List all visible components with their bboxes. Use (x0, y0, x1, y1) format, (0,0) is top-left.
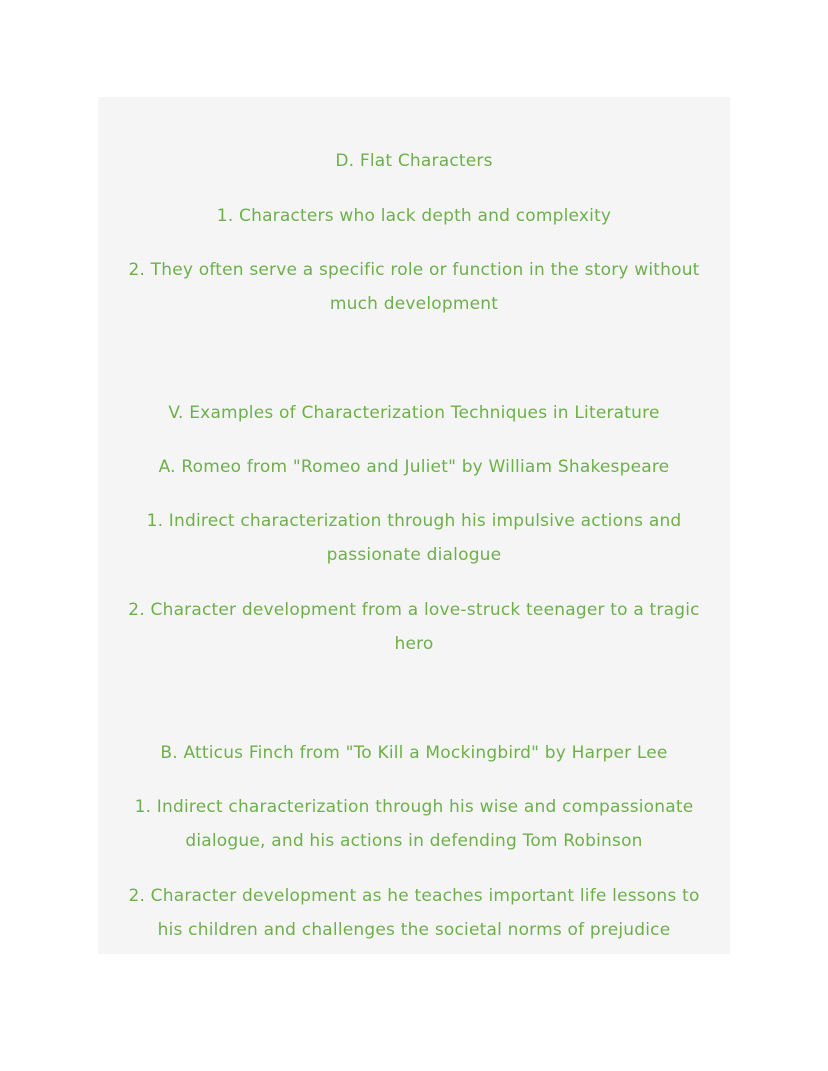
sub-b-item-2-line-2: his children and challenges the societal norms of prejudice (157, 920, 671, 940)
section-v-heading: V. Examples of Characterization Techniques in Literature (168, 403, 660, 423)
sub-a-item-1-line-1: 1. Indirect characterization through his impulsive actions and (146, 511, 682, 531)
sub-b-heading: B. Atticus Finch from "To Kill a Mockingbird" by Harper Lee (160, 743, 668, 763)
sub-a-item-1-line-2: passionate dialogue (326, 545, 502, 565)
sub-b-item-1-line-1: 1. Indirect characterization through his wise and compassionate (134, 797, 694, 817)
sub-b-item-1-line-2: dialogue, and his actions in defending Tom Robinson (185, 831, 643, 851)
section-d-item-1: 1. Characters who lack depth and complexity (216, 206, 612, 226)
sub-a-item-2-line-1: 2. Character development from a love-struck teenager to a tragic (128, 600, 700, 620)
sub-a-item-2-line-2: hero (394, 634, 434, 654)
sub-b-item-2-line-1: 2. Character development as he teaches important life lessons to (128, 886, 700, 906)
section-d-heading: D. Flat Characters (335, 151, 493, 171)
sub-a-heading: A. Romeo from "Romeo and Juliet" by William Shakespeare (158, 457, 670, 477)
section-d-item-2-line-2: much development (329, 294, 499, 314)
section-d-item-2-line-1: 2. They often serve a specific role or function in the story without (128, 260, 700, 280)
